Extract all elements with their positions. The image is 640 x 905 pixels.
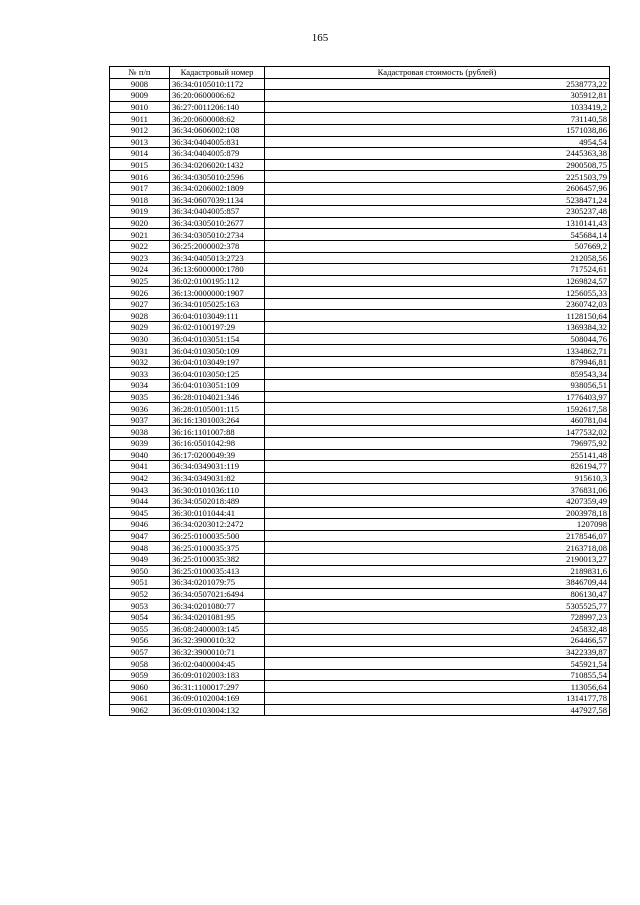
cadastral-number-cell: 36:34:0105025:163 [170, 298, 265, 310]
table-row [110, 461, 610, 473]
table-row [110, 530, 610, 542]
cadastral-number-cell: 36:28:0104021:346 [170, 391, 265, 403]
cadastral-value-cell: 1256055,33 [265, 287, 610, 299]
row-number-cell: 9036 [110, 403, 170, 415]
cadastral-value-cell: 796975,92 [265, 438, 610, 450]
cadastral-number-cell: 36:34:0305010:2596 [170, 171, 265, 183]
table-row [110, 426, 610, 438]
table-row [110, 623, 610, 635]
table-row [110, 380, 610, 392]
cadastral-number-cell: 36:34:0606002:108 [170, 124, 265, 136]
table-row [110, 159, 610, 171]
row-number-cell: 9017 [110, 182, 170, 194]
cadastral-number-cell: 36:30:0101044:41 [170, 507, 265, 519]
cadastral-value-cell: 1207098 [265, 519, 610, 531]
row-number-cell: 9057 [110, 646, 170, 658]
cadastral-value-cell: 2900508,75 [265, 159, 610, 171]
row-number-cell: 9052 [110, 588, 170, 600]
cadastral-value-cell: 806130,47 [265, 588, 610, 600]
table-header-row [110, 67, 610, 79]
cadastral-value-cell: 508044,76 [265, 333, 610, 345]
table-row [110, 542, 610, 554]
cadastral-value-cell: 4207359,49 [265, 495, 610, 507]
row-number-cell: 9022 [110, 240, 170, 252]
table-row [110, 310, 610, 322]
cadastral-number-cell: 36:25:0100035:382 [170, 553, 265, 565]
cadastral-value-cell: 915610,3 [265, 472, 610, 484]
cadastral-number-cell: 36:02:0100195:112 [170, 275, 265, 287]
cadastral-value-cell: 1592617,58 [265, 403, 610, 415]
table-row [110, 368, 610, 380]
row-number-cell: 9018 [110, 194, 170, 206]
table-row [110, 148, 610, 160]
table-row [110, 136, 610, 148]
row-number-cell: 9058 [110, 658, 170, 670]
cadastral-value-cell: 305912,81 [265, 90, 610, 102]
table-row [110, 681, 610, 693]
cadastral-number-cell: 36:02:0100197:29 [170, 322, 265, 334]
cadastral-number-cell: 36:34:0507021:6494 [170, 588, 265, 600]
cadastral-value-cell: 859543,34 [265, 368, 610, 380]
cadastral-number-cell: 36:34:0206002:1809 [170, 182, 265, 194]
header-cadastral-value: Кадастровая стоимость (рублей) [265, 67, 610, 79]
table-row [110, 600, 610, 612]
row-number-cell: 9031 [110, 345, 170, 357]
row-number-cell: 9011 [110, 113, 170, 125]
cadastral-value-cell: 1033419,2 [265, 101, 610, 113]
table-row [110, 646, 610, 658]
row-number-cell: 9010 [110, 101, 170, 113]
cadastral-value-cell: 710855,54 [265, 669, 610, 681]
table-row [110, 298, 610, 310]
row-number-cell: 9053 [110, 600, 170, 612]
cadastral-value-cell: 1128150,64 [265, 310, 610, 322]
cadastral-value-cell: 879946,81 [265, 356, 610, 368]
row-number-cell: 9024 [110, 264, 170, 276]
row-number-cell: 9029 [110, 322, 170, 334]
cadastral-number-cell: 36:34:0404005:879 [170, 148, 265, 160]
cadastral-number-cell: 36:13:6000000:1780 [170, 264, 265, 276]
cadastral-number-cell: 36:34:0206020:1432 [170, 159, 265, 171]
row-number-cell: 9040 [110, 449, 170, 461]
cadastral-value-cell: 2251503,79 [265, 171, 610, 183]
table-row [110, 495, 610, 507]
header-row-number: № п/п [110, 67, 170, 79]
cadastral-number-cell: 36:34:0203012:2472 [170, 519, 265, 531]
table-row [110, 333, 610, 345]
cadastral-value-cell: 1310141,43 [265, 217, 610, 229]
row-number-cell: 9025 [110, 275, 170, 287]
table-row [110, 182, 610, 194]
table-row [110, 113, 610, 125]
row-number-cell: 9030 [110, 333, 170, 345]
cadastral-number-cell: 36:16:0501042:98 [170, 438, 265, 450]
table-row [110, 78, 610, 90]
table-row [110, 611, 610, 623]
cadastral-number-cell: 36:08:2400003:145 [170, 623, 265, 635]
cadastral-value-table [109, 66, 610, 716]
table-row [110, 507, 610, 519]
cadastral-value-cell: 447927,58 [265, 704, 610, 716]
cadastral-number-cell: 36:02:0400004:45 [170, 658, 265, 670]
table-row [110, 669, 610, 681]
cadastral-value-cell: 255141,48 [265, 449, 610, 461]
cadastral-number-cell: 36:25:0100035:413 [170, 565, 265, 577]
cadastral-value-cell: 5305525,77 [265, 600, 610, 612]
cadastral-number-cell: 36:20:0600008:62 [170, 113, 265, 125]
table-row [110, 414, 610, 426]
cadastral-value-cell: 2606457,96 [265, 182, 610, 194]
row-number-cell: 9033 [110, 368, 170, 380]
cadastral-value-cell: 460781,04 [265, 414, 610, 426]
cadastral-number-cell: 36:34:0201080:77 [170, 600, 265, 612]
cadastral-number-cell: 36:32:3900010:71 [170, 646, 265, 658]
table-row [110, 252, 610, 264]
row-number-cell: 9049 [110, 553, 170, 565]
cadastral-number-cell: 36:09:0102004:169 [170, 693, 265, 705]
cadastral-value-cell: 1269824,57 [265, 275, 610, 287]
cadastral-number-cell: 36:34:0607039:1134 [170, 194, 265, 206]
table-row [110, 240, 610, 252]
cadastral-number-cell: 36:34:0201081:95 [170, 611, 265, 623]
row-number-cell: 9009 [110, 90, 170, 102]
cadastral-value-cell: 2190013,27 [265, 553, 610, 565]
cadastral-value-cell: 376831,06 [265, 484, 610, 496]
cadastral-value-cell: 1571038,86 [265, 124, 610, 136]
cadastral-value-cell: 2178546,07 [265, 530, 610, 542]
table-body [110, 78, 610, 716]
row-number-cell: 9042 [110, 472, 170, 484]
cadastral-value-cell: 731140,58 [265, 113, 610, 125]
cadastral-value-cell: 4954,54 [265, 136, 610, 148]
cadastral-number-cell: 36:04:0103050:125 [170, 368, 265, 380]
cadastral-value-cell: 2538773,22 [265, 78, 610, 90]
row-number-cell: 9026 [110, 287, 170, 299]
row-number-cell: 9035 [110, 391, 170, 403]
table-row [110, 588, 610, 600]
table-row [110, 403, 610, 415]
cadastral-number-cell: 36:34:0404005:857 [170, 206, 265, 218]
table-row [110, 553, 610, 565]
row-number-cell: 9013 [110, 136, 170, 148]
cadastral-value-cell: 2003978,18 [265, 507, 610, 519]
table-row [110, 322, 610, 334]
cadastral-number-cell: 36:34:0201079:75 [170, 577, 265, 589]
cadastral-number-cell: 36:34:0105010:1172 [170, 78, 265, 90]
cadastral-value-cell: 545684,14 [265, 229, 610, 241]
cadastral-value-cell: 938056,51 [265, 380, 610, 392]
cadastral-number-cell: 36:20:0600006:62 [170, 90, 265, 102]
row-number-cell: 9059 [110, 669, 170, 681]
row-number-cell: 9023 [110, 252, 170, 264]
table-row [110, 229, 610, 241]
table-row [110, 194, 610, 206]
table-row [110, 635, 610, 647]
cadastral-number-cell: 36:34:0349031:82 [170, 472, 265, 484]
cadastral-value-cell: 2305237,48 [265, 206, 610, 218]
cadastral-number-cell: 36:30:0101036:110 [170, 484, 265, 496]
cadastral-value-cell: 826194,77 [265, 461, 610, 473]
cadastral-number-cell: 36:34:0502018:489 [170, 495, 265, 507]
row-number-cell: 9045 [110, 507, 170, 519]
cadastral-number-cell: 36:34:0405013:2723 [170, 252, 265, 264]
cadastral-number-cell: 36:04:0103049:197 [170, 356, 265, 368]
row-number-cell: 9056 [110, 635, 170, 647]
table-row [110, 217, 610, 229]
cadastral-number-cell: 36:17:0200049:39 [170, 449, 265, 461]
table-row [110, 287, 610, 299]
cadastral-value-cell: 728997,23 [265, 611, 610, 623]
cadastral-value-cell: 2163718,08 [265, 542, 610, 554]
cadastral-number-cell: 36:34:0305010:2734 [170, 229, 265, 241]
table-row [110, 206, 610, 218]
cadastral-number-cell: 36:25:2000002:378 [170, 240, 265, 252]
cadastral-value-cell: 1477532,02 [265, 426, 610, 438]
cadastral-value-cell: 717524,61 [265, 264, 610, 276]
row-number-cell: 9034 [110, 380, 170, 392]
table-row [110, 391, 610, 403]
row-number-cell: 9028 [110, 310, 170, 322]
header-cadastral-number: Кадастровый номер [170, 67, 265, 79]
row-number-cell: 9012 [110, 124, 170, 136]
row-number-cell: 9014 [110, 148, 170, 160]
row-number-cell: 9048 [110, 542, 170, 554]
table-row [110, 124, 610, 136]
table-row [110, 693, 610, 705]
row-number-cell: 9016 [110, 171, 170, 183]
row-number-cell: 9032 [110, 356, 170, 368]
cadastral-number-cell: 36:27:0011206:140 [170, 101, 265, 113]
cadastral-number-cell: 36:34:0305010:2677 [170, 217, 265, 229]
table-row [110, 90, 610, 102]
cadastral-number-cell: 36:34:0349031:119 [170, 461, 265, 473]
cadastral-number-cell: 36:25:0100035:375 [170, 542, 265, 554]
cadastral-number-cell: 36:25:0100035:500 [170, 530, 265, 542]
cadastral-number-cell: 36:04:0103050:109 [170, 345, 265, 357]
cadastral-value-cell: 1776403,97 [265, 391, 610, 403]
row-number-cell: 9051 [110, 577, 170, 589]
cadastral-value-cell: 1369384,32 [265, 322, 610, 334]
page-number: 165 [311, 32, 329, 44]
cadastral-number-cell: 36:13:0000000:1907 [170, 287, 265, 299]
row-number-cell: 9044 [110, 495, 170, 507]
table-row [110, 565, 610, 577]
row-number-cell: 9046 [110, 519, 170, 531]
table-row [110, 438, 610, 450]
row-number-cell: 9060 [110, 681, 170, 693]
row-number-cell: 9021 [110, 229, 170, 241]
cadastral-number-cell: 36:09:0102003:183 [170, 669, 265, 681]
cadastral-value-cell: 264466,57 [265, 635, 610, 647]
cadastral-value-cell: 113056,64 [265, 681, 610, 693]
cadastral-value-cell: 2189831,6 [265, 565, 610, 577]
table-row [110, 264, 610, 276]
cadastral-value-cell: 507669,2 [265, 240, 610, 252]
cadastral-number-cell: 36:32:3900010:32 [170, 635, 265, 647]
row-number-cell: 9062 [110, 704, 170, 716]
row-number-cell: 9038 [110, 426, 170, 438]
cadastral-value-cell: 245832,48 [265, 623, 610, 635]
table-row [110, 275, 610, 287]
table-row [110, 345, 610, 357]
cadastral-value-cell: 212058,56 [265, 252, 610, 264]
row-number-cell: 9041 [110, 461, 170, 473]
row-number-cell: 9037 [110, 414, 170, 426]
cadastral-number-cell: 36:16:1301003:264 [170, 414, 265, 426]
row-number-cell: 9039 [110, 438, 170, 450]
cadastral-value-cell: 3846709,44 [265, 577, 610, 589]
row-number-cell: 9027 [110, 298, 170, 310]
row-number-cell: 9015 [110, 159, 170, 171]
table-row [110, 171, 610, 183]
cadastral-number-cell: 36:28:0105001:115 [170, 403, 265, 415]
cadastral-number-cell: 36:04:0103049:111 [170, 310, 265, 322]
row-number-cell: 9020 [110, 217, 170, 229]
cadastral-number-cell: 36:31:1100017:297 [170, 681, 265, 693]
table-row [110, 449, 610, 461]
row-number-cell: 9019 [110, 206, 170, 218]
cadastral-number-cell: 36:16:1101007:88 [170, 426, 265, 438]
row-number-cell: 9047 [110, 530, 170, 542]
cadastral-number-cell: 36:09:0103004:132 [170, 704, 265, 716]
row-number-cell: 9055 [110, 623, 170, 635]
cadastral-value-cell: 2445363,38 [265, 148, 610, 160]
table-row [110, 484, 610, 496]
row-number-cell: 9061 [110, 693, 170, 705]
cadastral-number-cell: 36:04:0103051:109 [170, 380, 265, 392]
cadastral-value-cell: 1314177,78 [265, 693, 610, 705]
cadastral-value-cell: 5238471,24 [265, 194, 610, 206]
cadastral-value-cell: 2360742,03 [265, 298, 610, 310]
cadastral-value-cell: 3422339,87 [265, 646, 610, 658]
cadastral-value-cell: 1334862,71 [265, 345, 610, 357]
table-row [110, 658, 610, 670]
cadastral-value-cell: 545921,54 [265, 658, 610, 670]
row-number-cell: 9054 [110, 611, 170, 623]
table-row [110, 472, 610, 484]
table-row [110, 519, 610, 531]
table-row [110, 704, 610, 716]
row-number-cell: 9050 [110, 565, 170, 577]
table-row [110, 101, 610, 113]
table-row [110, 577, 610, 589]
cadastral-number-cell: 36:04:0103051:154 [170, 333, 265, 345]
cadastral-number-cell: 36:34:0404005:831 [170, 136, 265, 148]
row-number-cell: 9043 [110, 484, 170, 496]
table-row [110, 356, 610, 368]
row-number-cell: 9008 [110, 78, 170, 90]
